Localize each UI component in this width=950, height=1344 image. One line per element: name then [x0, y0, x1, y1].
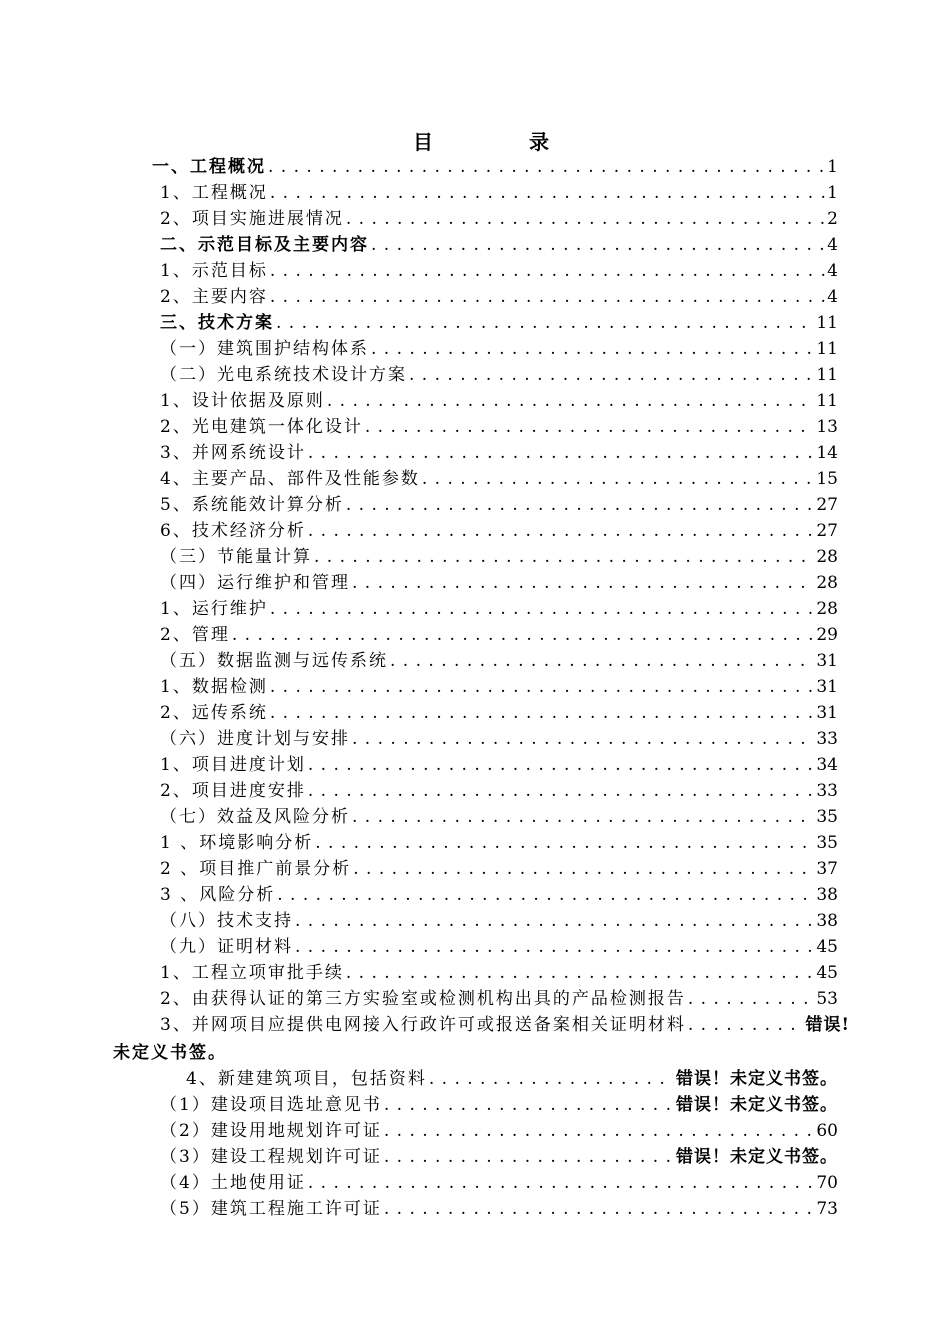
toc-entry[interactable]: [160, 1118, 838, 1144]
toc-entry[interactable]: [160, 856, 838, 882]
toc-entry-page: 33: [816, 781, 838, 801]
dot-leader: [270, 180, 825, 206]
error-wrap-text: 未定义书签。: [113, 1043, 227, 1063]
toc-entry-page: 45: [816, 963, 838, 983]
toc-entry-title: 2 、项目推广前景分析: [160, 859, 352, 879]
dot-leader: [308, 778, 815, 804]
toc-entry-title: 2、管理: [160, 625, 230, 645]
toc-entry-title: 4、主要产品、部件及性能参数: [160, 469, 420, 489]
toc-entry-page: 70: [816, 1173, 838, 1193]
toc-entry-page: 37: [816, 859, 838, 879]
toc-entry-title: 2、项目实施进展情况: [160, 209, 344, 229]
toc-entry-title: 3、并网系统设计: [160, 443, 306, 463]
toc-entry-page: 31: [816, 677, 838, 697]
toc-entry[interactable]: [160, 778, 838, 804]
toc-entry-page: 4: [827, 235, 838, 255]
dot-leader: [352, 804, 814, 830]
toc-entry-page: 1: [827, 157, 838, 177]
page-title: 目 录: [413, 130, 587, 154]
toc-entry-title: （六）进度计划与安排: [160, 729, 350, 749]
toc-entry[interactable]: [160, 804, 838, 830]
dot-leader: [270, 700, 815, 726]
toc-entry-page: 28: [816, 547, 838, 567]
dot-leader: [295, 908, 814, 934]
toc-entry-page: 38: [816, 885, 838, 905]
dot-leader: [688, 986, 815, 1012]
toc-entry-page: 28: [816, 573, 838, 593]
dot-leader: [268, 154, 825, 180]
toc-entry-title: 一、工程概况: [152, 157, 266, 177]
toc-entry[interactable]: [160, 492, 838, 518]
dot-leader: [314, 544, 814, 570]
toc-entry[interactable]: [160, 674, 838, 700]
toc-entry-title: （5）建筑工程施工许可证: [160, 1199, 382, 1219]
toc-entry-page: 2: [827, 209, 838, 229]
toc-entry-page: 31: [816, 703, 838, 723]
toc-entry-title: 1、运行维护: [160, 599, 268, 619]
toc-entry-title: 1、数据检测: [160, 677, 268, 697]
dot-leader: [365, 414, 815, 440]
toc-entry-title: （2）建设用地规划许可证: [160, 1121, 382, 1141]
toc-entry[interactable]: [160, 362, 838, 388]
dot-leader: [429, 1066, 674, 1092]
toc-entry-page: 45: [816, 937, 838, 957]
dot-leader: [384, 1118, 815, 1144]
toc-entry-title: 2、远传系统: [160, 703, 268, 723]
toc-entry-page: 11: [816, 313, 838, 333]
toc-entry-title: 1 、环境影响分析: [160, 833, 314, 853]
toc-entry[interactable]: [160, 752, 838, 778]
dot-leader: [384, 1196, 815, 1222]
toc-entry-page: 35: [816, 807, 838, 827]
toc-entry-page: 11: [816, 391, 838, 411]
toc-entry-title: 1、工程概况: [160, 183, 268, 203]
toc-entry-page: 28: [816, 599, 838, 619]
toc-entry-page: 4: [827, 261, 838, 281]
toc-entry-page: 29: [816, 625, 838, 645]
toc-entry-page: 73: [816, 1199, 838, 1219]
toc-entry-title: 2、主要内容: [160, 287, 268, 307]
toc-entry-title: （4）土地使用证: [160, 1173, 306, 1193]
toc-entry[interactable]: [160, 908, 838, 934]
toc-entry-title: 5、系统能效计算分析: [160, 495, 344, 515]
dot-leader: [270, 284, 825, 310]
toc-entry-page: 14: [816, 443, 838, 463]
dot-leader: [270, 674, 815, 700]
dot-leader: [277, 882, 814, 908]
dot-leader: [295, 934, 814, 960]
dot-leader: [409, 362, 814, 388]
toc-entry-page: 60: [816, 1121, 838, 1141]
dot-leader: [308, 752, 815, 778]
toc-entry-title: 2、由获得认证的第三方实验室或检测机构出具的产品检测报告: [160, 989, 686, 1009]
dot-leader: [384, 1144, 674, 1170]
toc-entry[interactable]: [160, 336, 838, 362]
toc-entry[interactable]: [160, 596, 838, 622]
toc-entry-page: 错误！未定义书签。: [676, 1147, 838, 1167]
toc-entry-page: 13: [816, 417, 838, 437]
dot-leader: [422, 466, 815, 492]
toc-entry[interactable]: [160, 1092, 838, 1118]
dot-leader: [353, 856, 814, 882]
dot-leader: [371, 336, 814, 362]
toc-entry[interactable]: [160, 388, 838, 414]
toc-entry[interactable]: [160, 700, 838, 726]
toc-entry[interactable]: [160, 830, 838, 856]
dot-leader: [384, 1092, 674, 1118]
toc-entry-title: 1、示范目标: [160, 261, 268, 281]
toc-entry[interactable]: [160, 232, 838, 258]
toc-entry-title: 4、新建建筑项目，包括资料: [186, 1069, 427, 1089]
toc-entry[interactable]: [160, 1144, 838, 1170]
dot-leader: [327, 388, 815, 414]
toc-entry-page: 27: [816, 495, 838, 515]
dot-leader: [315, 830, 814, 856]
toc-entry[interactable]: [160, 882, 838, 908]
toc-entry-page: 33: [816, 729, 838, 749]
toc-entry-title: 2、光电建筑一体化设计: [160, 417, 363, 437]
toc-entry-page: 15: [816, 469, 838, 489]
toc-entry[interactable]: [160, 310, 838, 336]
toc-entry[interactable]: [160, 570, 838, 596]
toc-entry[interactable]: [152, 154, 838, 180]
toc-entry[interactable]: [160, 1196, 838, 1222]
toc-entry-title: （二）光电系统技术设计方案: [160, 365, 407, 385]
toc-entry-page: 错误!: [805, 1015, 850, 1035]
toc-entry-title: （四）运行维护和管理: [160, 573, 350, 593]
toc-entry-title: 1、工程立项审批手续: [160, 963, 344, 983]
toc-entry-title: 三、技术方案: [160, 313, 274, 333]
toc-entry-page: 35: [816, 833, 838, 853]
dot-leader: [308, 440, 815, 466]
toc-entry-page: 38: [816, 911, 838, 931]
toc-entry[interactable]: [160, 180, 838, 206]
toc-entry[interactable]: [160, 544, 838, 570]
toc-entry[interactable]: [160, 960, 838, 986]
toc-entry-title: 3、并网项目应提供电网接入行政许可或报送备案相关证明材料: [160, 1015, 686, 1035]
toc-entry-title: （一）建筑围护结构体系: [160, 339, 369, 359]
toc-entry-title: 3 、风险分析: [160, 885, 276, 905]
toc-entry-page: 34: [816, 755, 838, 775]
toc-entry-page: 53: [816, 989, 838, 1009]
toc-entry-title: 1、设计依据及原则: [160, 391, 325, 411]
toc-entry[interactable]: [160, 726, 838, 752]
dot-leader: [346, 960, 815, 986]
dot-leader: [352, 570, 814, 596]
toc-entry-page: 1: [827, 183, 838, 203]
dot-leader: [352, 726, 814, 752]
toc-entry[interactable]: [186, 1066, 838, 1092]
toc-entry-page: 错误！未定义书签。: [676, 1069, 838, 1089]
dot-leader: [346, 206, 825, 232]
toc-entry-title: （七）效益及风险分析: [160, 807, 350, 827]
toc-entry-title: 6、技术经济分析: [160, 521, 306, 541]
toc-entry-title: （三）节能量计算: [160, 547, 312, 567]
toc-entry[interactable]: [160, 1170, 838, 1196]
toc-entry[interactable]: [160, 466, 838, 492]
dot-leader: [270, 258, 825, 284]
toc-entry-title: （五）数据监测与远传系统: [160, 651, 388, 671]
toc-entry-title: （3）建设工程规划许可证: [160, 1147, 382, 1167]
toc-entry[interactable]: [160, 414, 838, 440]
toc-entry-title: （九）证明材料: [160, 937, 293, 957]
toc-entry-page: 27: [816, 521, 838, 541]
toc-entry[interactable]: [160, 986, 838, 1012]
toc-entry[interactable]: [160, 206, 838, 232]
toc-entry-title: 二、示范目标及主要内容: [160, 235, 369, 255]
toc-entry-page: 4: [827, 287, 838, 307]
toc-entry-title: （八）技术支持: [160, 911, 293, 931]
toc-entry-page: 31: [816, 651, 838, 671]
dot-leader: [276, 310, 814, 336]
toc-entry[interactable]: [160, 258, 838, 284]
toc-entry[interactable]: [160, 518, 838, 544]
toc-entry-title: 2、项目进度安排: [160, 781, 306, 801]
toc-entry[interactable]: [160, 622, 838, 648]
dot-leader: [232, 622, 815, 648]
toc-entry[interactable]: [160, 1012, 850, 1038]
dot-leader: [371, 232, 825, 258]
toc-entry-title: （1）建设项目选址意见书: [160, 1095, 382, 1115]
toc-entry-page: 错误！未定义书签。: [676, 1095, 838, 1115]
toc-entry[interactable]: [160, 284, 838, 310]
toc-entry-page: 11: [816, 365, 838, 385]
dot-leader: [688, 1012, 804, 1038]
dot-leader: [308, 518, 815, 544]
dot-leader: [390, 648, 814, 674]
toc-entry-page: 11: [816, 339, 838, 359]
dot-leader: [346, 492, 815, 518]
toc-entry[interactable]: [160, 648, 838, 674]
toc-entry[interactable]: [160, 440, 838, 466]
toc-entry[interactable]: [160, 934, 838, 960]
toc-entry-title: 1、项目进度计划: [160, 755, 306, 775]
dot-leader: [270, 596, 815, 622]
dot-leader: [308, 1170, 815, 1196]
